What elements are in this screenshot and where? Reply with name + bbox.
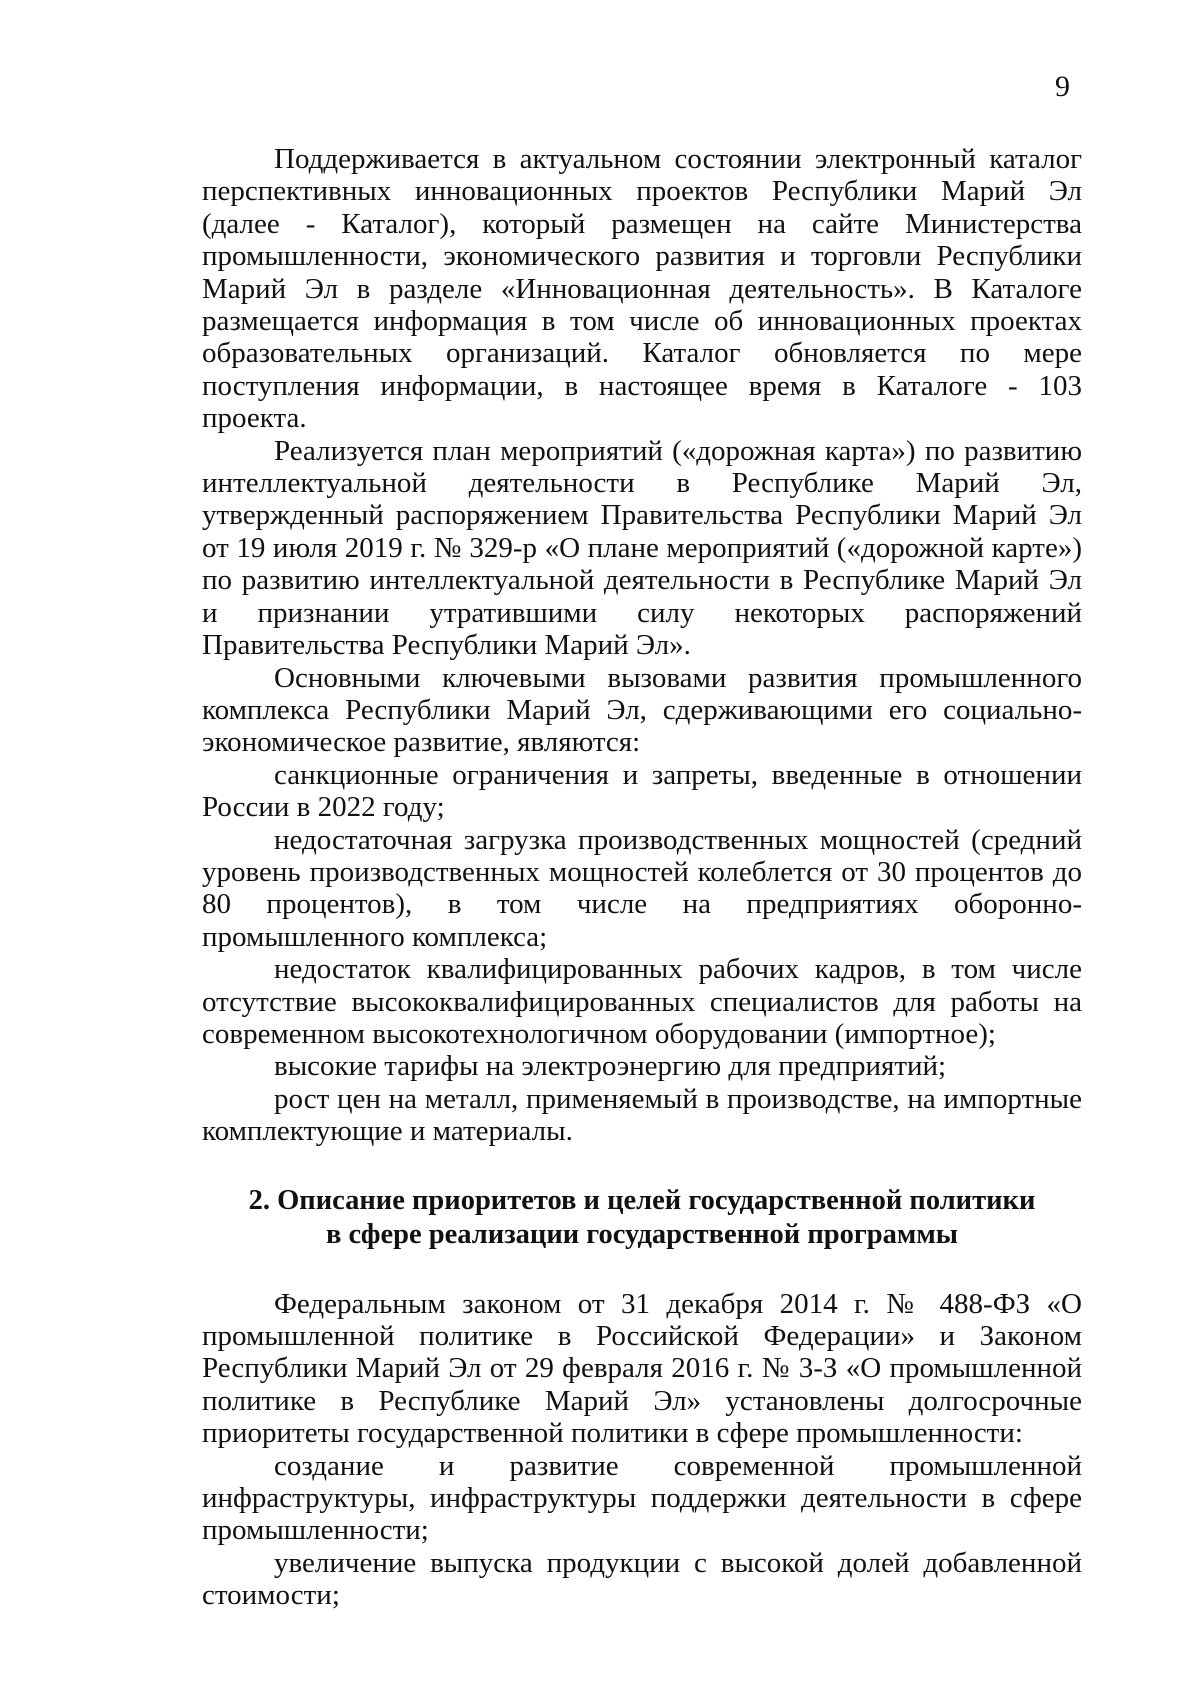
section-heading-line-2: в сфере реализации государственной программы: [326, 1218, 958, 1250]
list-item-infrastructure: создание и развитие современной промышленной инфраструктуры, инфраструктуры поддержки деятельности в сфере промышленности;: [202, 1449, 1082, 1547]
list-item-tariffs: высокие тарифы на электроэнергию для предприятий;: [274, 1050, 947, 1083]
list-item-staff-shortage: недостаток квалифицированных рабочих кадров, в том числе отсутствие высококвалифицированных специалистов для работы на современном высокотехнологичном оборудовании (импортное);: [202, 953, 1082, 1050]
document-body: [202, 143, 1082, 1612]
section-heading-line-1: 2. Описание приоритетов и целей государственной политики: [248, 1184, 1036, 1216]
paragraph-challenges-intro: Основными ключевыми вызовами развития промышленного комплекса Республики Марий Эл, сдерживающими его социально-экономическое развитие, являются:: [202, 661, 1082, 759]
paragraph-catalog: Поддерживается в актуальном состоянии электронный каталог перспективных инновационных проектов Республики Марий Эл (далее - Каталог), который размещен на сайте Министерства промышленности, экономического развития и торговли Республики Марий Эл в разделе «Инновационная деятельность». В Каталоге размещается информация в том числе об инновационных проектах образовательных организаций. Каталог обновляется по мере поступления информации, в настоящее время в Каталоге - 103 проекта.: [202, 143, 1082, 435]
page-number: 9: [1055, 70, 1070, 103]
list-item-sanctions: санкционные ограничения и запреты, введенные в отношении России в 2022 году;: [202, 758, 1082, 824]
paragraph-federal-law: Федеральным законом от 31 декабря 2014 г. № 488-ФЗ «О промышленной политике в Российской Федерации» и Законом Республики Марий Эл от 29 февраля 2016 г. № 3-З «О промышленной политике в Республике Марий Эл» установлены долгосрочные приоритеты государственной политики в сфере промышленности:: [202, 1287, 1082, 1450]
section-heading: [202, 1184, 1082, 1252]
list-item-added-value: увеличение выпуска продукции с высокой долей добавленной стоимости;: [202, 1546, 1082, 1612]
list-item-capacity: недостаточная загрузка производственных мощностей (средний уровень производственных мощностей колеблется от 30 процентов до 80 процентов), в том числе на предприятиях оборонно-промышленного комплекса;: [202, 823, 1082, 953]
paragraph-roadmap: Реализуется план мероприятий («дорожная карта») по развитию интеллектуальной деятельности в Республике Марий Эл, утвержденный распоряжением Правительства Республики Марий Эл от 19 июля 2019 г. № 329-р «О плане мероприятий («дорожной карте») по развитию интеллектуальной деятельности в Республике Марий Эл и признании утратившими силу некоторых распоряжений Правительства Республики Марий Эл».: [202, 434, 1082, 662]
list-item-prices: рост цен на металл, применяемый в производстве, на импортные комплектующие и материалы.: [202, 1082, 1082, 1148]
